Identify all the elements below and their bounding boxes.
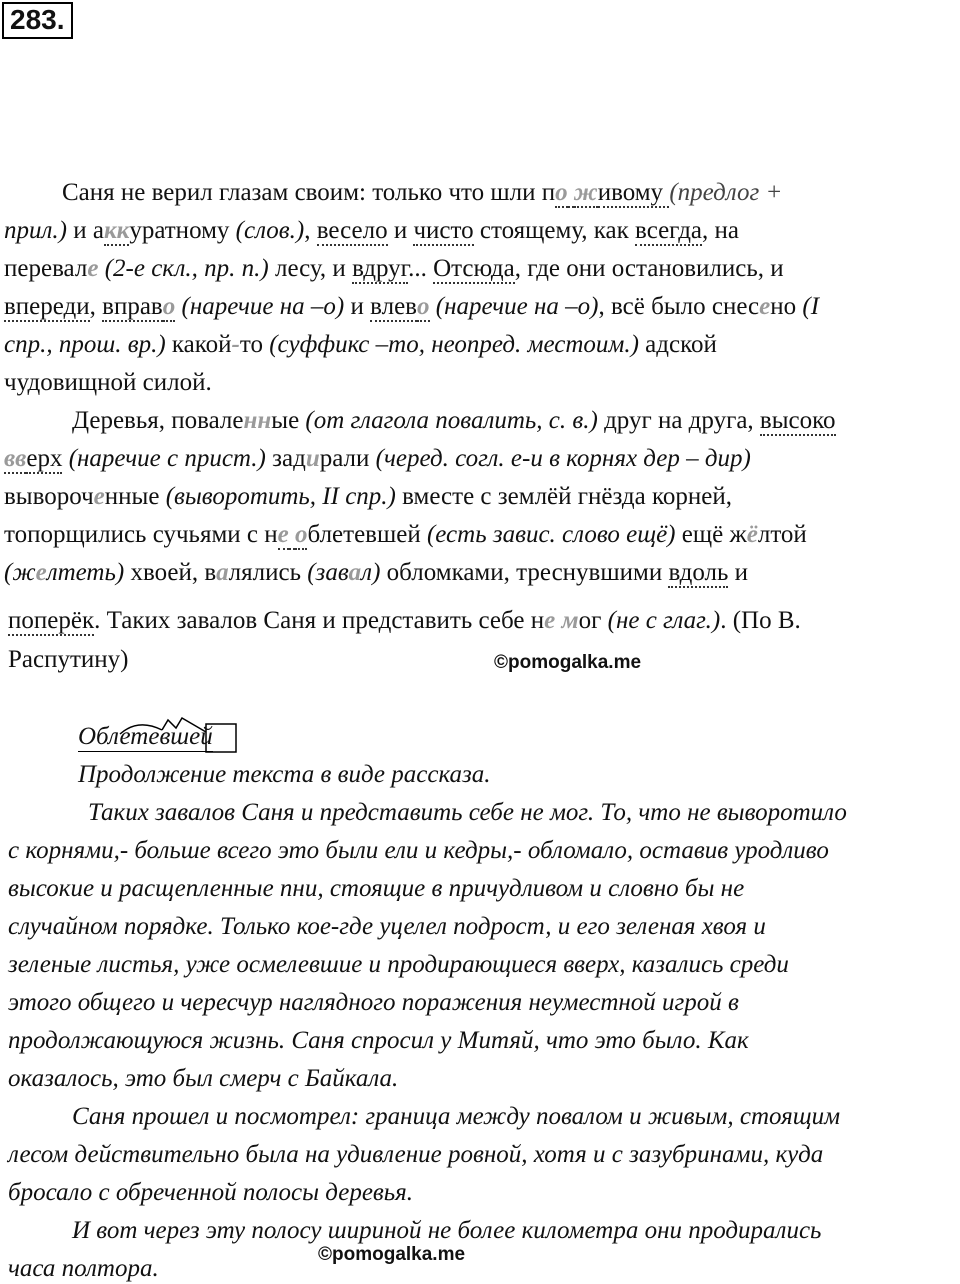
- story-line: лесом действительно была на удивление ровной, хотя и с зазубринами, куда: [8, 1141, 824, 1168]
- story-line: Таких завалов Саня и представить себе не мог. То, что не выворотило: [88, 799, 847, 826]
- story-line: продолжающуюся жизнь. Саня спросил у Митяй, что это было. Как: [8, 1027, 749, 1054]
- text-line-13: Распутину): [8, 646, 129, 673]
- story-line: Саня прошел и посмотрел: граница между повалом и живым, стоящим: [72, 1103, 841, 1130]
- text-line-8: вверх (наречие с прист.) задирали (черед. согл. е-и в корнях дер – дир): [4, 445, 751, 472]
- story-line: зеленые листья, уже осмелевшие и продирающиеся вверх, казались среди: [8, 951, 789, 978]
- story-line: высокие и расщепленные пни, стоящие в причудливом и словно бы не: [8, 875, 745, 902]
- text-line-2: прил.) и аккуратному (слов.), весело и чисто стоящему, как всегда, на: [4, 217, 739, 244]
- text-line-7: Деревья, поваленные (от глагола повалить, с. в.) друг на друга, высоко: [72, 407, 836, 434]
- watermark: ©pomogalka.me: [494, 652, 642, 673]
- story-line: случайном порядке. Только кое-где уцелел подрост, и его зеленая хвоя и: [8, 913, 766, 940]
- story-heading: Продолжение текста в виде рассказа.: [78, 761, 491, 788]
- text-line-6: чудовищной силой.: [4, 369, 212, 396]
- story-line: часа полтора.: [8, 1255, 159, 1282]
- text-line-4: впереди, вправо (наречие на –о) и влево (наречие на –о), всё было снесено (I: [4, 293, 820, 320]
- text-line-11: (желтеть) хвоей, валялись (завал) обломками, треснувшими вдоль и: [4, 559, 749, 586]
- text-line-3: перевале (2-е скл., пр. п.) лесу, и вдруг... Отсюда, где они остановились, и: [4, 255, 784, 282]
- morpheme-word: Облетевшей: [78, 723, 213, 750]
- watermark-bottom: ©pomogalka.me: [318, 1244, 466, 1265]
- morpheme-diagram: [78, 708, 248, 754]
- story-line: И вот через эту полосу шириной не более километра они продирались: [72, 1217, 822, 1244]
- story-line: с корнями,- больше всего это были ели и кедры,- обломало, оставив уродливо: [8, 837, 829, 864]
- text-line-5: спр., прош. вр.) какой-то (суффикс –то, неопред. местоим.) адской: [4, 331, 717, 358]
- story-line: бросало с обреченной полосы деревья.: [8, 1179, 414, 1206]
- story-line: оказалось, это был смерч с Байкала.: [8, 1065, 399, 1092]
- exercise-number: 283.: [2, 2, 73, 39]
- text-line-12: поперёк. Таких завалов Саня и представить себе не мог (не с глаг.). (По В.: [8, 607, 801, 634]
- text-line-1: Саня не верил глазам своим: только что шли по живому (предлог +: [62, 179, 783, 206]
- story-line: этого общего и чересчур наглядного поражения неуместной игрой в: [8, 989, 739, 1016]
- text-line-10: топорщились сучьями с не облетевшей (есть завис. слово ещё) ещё жёлтой: [4, 521, 807, 548]
- text-line-9: вывороченные (выворотить, II спр.) вместе с землёй гнёзда корней,: [4, 483, 732, 510]
